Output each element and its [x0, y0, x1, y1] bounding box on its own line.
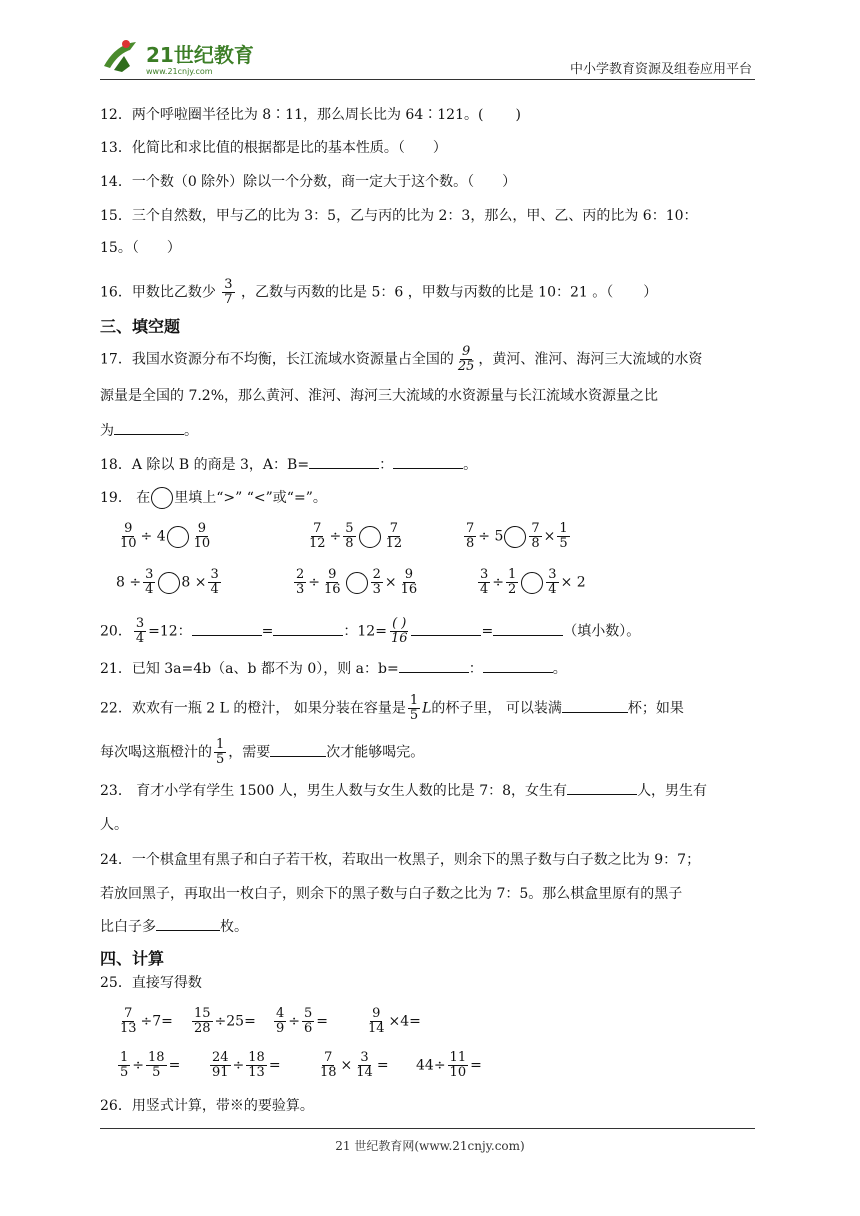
question-24-line3: 比白子多 枚。 [100, 916, 248, 937]
question-20: 20． $\frac{3}{4}$ =12： = ：12= $\frac{( )}{16}$ = （填小数）。 [100, 616, 641, 646]
answer-blank[interactable] [493, 621, 563, 636]
calc-item: $\frac{7}{13}$ ÷7= [120, 1006, 173, 1036]
compare-circle-icon[interactable] [359, 526, 381, 548]
answer-blank[interactable] [393, 454, 463, 469]
calc-item: $\frac{9}{14}$ ×4= [368, 1006, 421, 1036]
answer-blank[interactable] [273, 621, 343, 636]
answer-blank[interactable] [399, 658, 469, 673]
question-19: 19． 在 里填上“>” “<”或“=”。 [100, 487, 327, 509]
question-24-line1: 24．一个棋盒里有黑子和白子若干枚，若取出一枚黑子，则余下的黑子数与白子数之比为 9：7； [100, 852, 701, 868]
svg-text:www.21cnjy.com: www.21cnjy.com [146, 67, 213, 76]
compare-expr: $\frac{3}{4}$ ÷ $\frac{1}{2}$ $\frac{3}{4}$ × 2 [480, 567, 586, 597]
question-24-line2: 若放回黑子，再取出一枚白子，则余下的黑子数与白子数之比为 7：5。那么棋盒里原有的黑子 [100, 886, 683, 902]
question-15-line1: 15．三个自然数，甲与乙的比为 3：5，乙与丙的比为 2：3，那么，甲、乙、丙的比为 6：10： [100, 208, 698, 224]
answer-blank[interactable] [567, 780, 637, 795]
question-14: 14．一个数（0 除外）除以一个分数，商一定大于这个数。（ ） [100, 174, 517, 190]
svg-text:21世纪教育: 21世纪教育 [146, 43, 254, 67]
compare-expr: 8 ÷ $\frac{3}{4}$ 8 × $\frac{3}{4}$ [116, 567, 219, 597]
question-13: 13．化简比和求比值的根据都是比的基本性质。（ ） [100, 140, 447, 156]
answer-blank[interactable] [156, 916, 220, 931]
question-17-line2: 源量是全国的 7.2%，那么黄河、淮河、海河三大流域的水资源量与长江流域水资源量之比 [100, 388, 659, 404]
answer-blank[interactable] [483, 658, 553, 673]
question-16: 16．甲数比乙数少 $\frac{3}{7}$ ，乙数与丙数的比是 5：6 ，甲数与丙数的比是 10：21 。（ ） [100, 277, 658, 307]
question-26: 26．用竖式计算，带※的要验算。 [100, 1098, 314, 1114]
section-3-title: 三、填空题 [100, 317, 181, 336]
answer-blank[interactable] [309, 454, 379, 469]
compare-expr: $\frac{9}{10}$ ÷ 4 $\frac{9}{10}$ [120, 521, 211, 551]
question-18: 18．A 除以 B 的商是 3，A：B= ： 。 [100, 454, 477, 475]
question-25: 25．直接写得数 [100, 975, 202, 991]
question-23-line2: 人。 [100, 817, 128, 833]
answer-blank[interactable] [270, 742, 326, 757]
question-12: 12．两个呼啦圈半径比为 8∶11，那么周长比为 64∶121。( ) [100, 107, 521, 123]
header-platform-text: 中小学教育资源及组卷应用平台 [569, 62, 752, 77]
question-22-line2: 每次喝这瓶橙汁的 $\frac{1}{5}$ ，需要 次才能够喝完。 [100, 737, 425, 767]
compare-circle-icon[interactable] [158, 572, 180, 594]
footer-text: 21 世纪教育网(www.21cnjy.com) [335, 1139, 525, 1153]
compare-circle-icon[interactable] [521, 572, 543, 594]
calc-item: $\frac{7}{18}$ × $\frac{3}{14}$ = [320, 1050, 389, 1080]
compare-circle-icon[interactable] [504, 526, 526, 548]
calc-item: $\frac{15}{28}$ ÷25= [194, 1006, 256, 1036]
question-17-line1: 17．我国水资源分布不均衡，长江流域水资源量占全国的 $\frac{9}{25}$ ，黄河、淮河、海河三大流域的水资 [100, 344, 703, 374]
question-23-line1: 23． 育才小学有学生 1500 人，男生人数与女生人数的比是 7：8，女生有 人，男生有 [100, 780, 707, 801]
footer-divider [100, 1128, 755, 1129]
compare-circle-icon[interactable] [346, 572, 368, 594]
question-17-line3: 为 。 [100, 420, 198, 441]
question-15-line2: 15。（ ） [100, 240, 181, 256]
logo [96, 36, 256, 78]
compare-expr: $\frac{2}{3}$ ÷ $\frac{9}{16}$ $\frac{2}{3}$ × $\frac{9}{16}$ [296, 567, 418, 597]
answer-blank[interactable] [411, 621, 481, 636]
compare-circle-icon[interactable] [167, 526, 189, 548]
question-22-line1: 22．欢欢有一瓶 2 L 的橙汁， 如果分装在容量是 $\frac{1}{5}$ L的杯子里， 可以装满 杯；如果 [100, 693, 684, 723]
answer-blank[interactable] [114, 420, 184, 435]
compare-expr: $\frac{7}{12}$ ÷ $\frac{5}{8}$ $\frac{7}{12}$ [309, 521, 403, 551]
calc-item: 44÷ $\frac{11}{10}$ = [416, 1050, 482, 1080]
header-divider [100, 79, 755, 80]
answer-blank[interactable] [192, 621, 262, 636]
answer-blank[interactable] [562, 698, 628, 713]
calc-item: $\frac{4}{9}$ ÷ $\frac{5}{6}$ = [276, 1006, 329, 1036]
calc-item: $\frac{24}{91}$ ÷ $\frac{18}{13}$ = [212, 1050, 281, 1080]
question-21: 21．已知 3a=4b（a、b 都不为 0），则 a：b= ： 。 [100, 658, 567, 679]
runner-logo-icon [96, 36, 256, 78]
compare-circle-icon [151, 487, 173, 509]
section-4-title: 四、计算 [100, 949, 165, 968]
calc-item: $\frac{1}{5}$ ÷ $\frac{18}{5}$ = [120, 1050, 181, 1080]
compare-expr: $\frac{7}{8}$ ÷ 5 $\frac{7}{8}$ × $\frac{1}{5}$ [466, 521, 568, 551]
